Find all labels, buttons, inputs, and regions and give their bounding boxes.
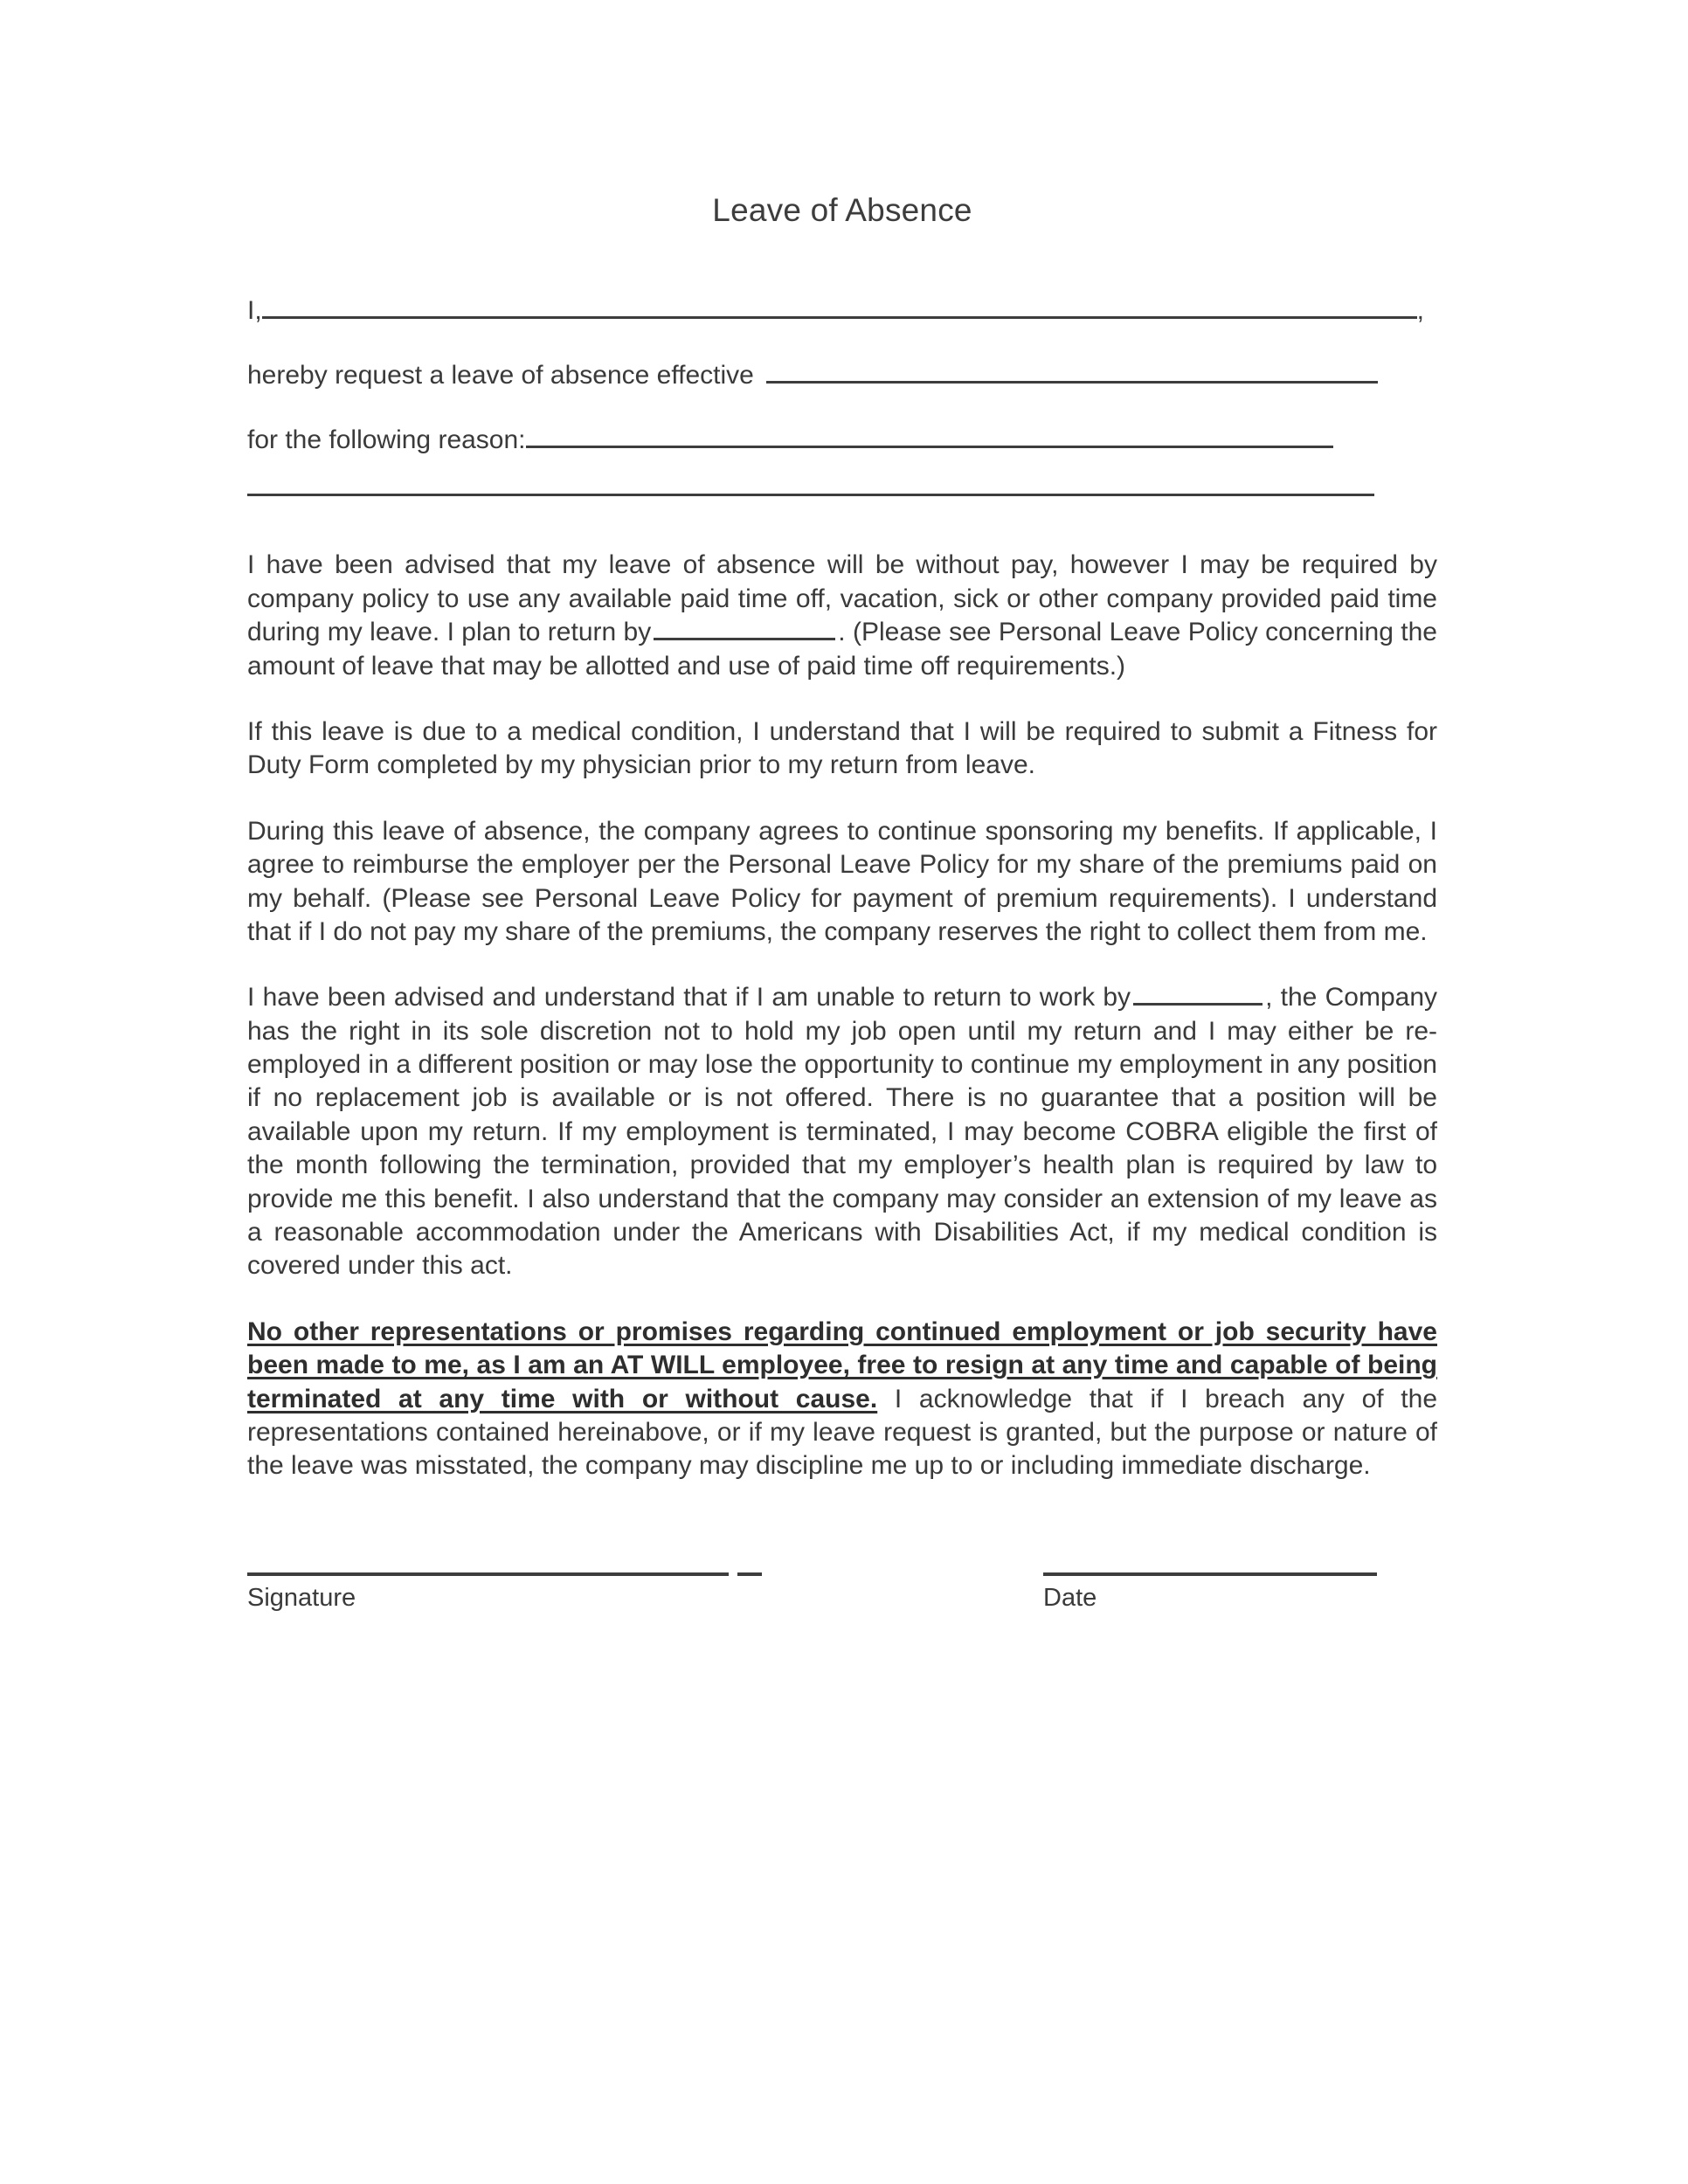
employee-name-input[interactable] (262, 316, 1417, 319)
at-will-emphasis-text: No other representations or promises regarding continued employment or job security have been made to me, as I am an AT WILL employee, free to resign at any time and capable of being terminated at any time with or without cause. (247, 1317, 1437, 1413)
paragraph-return-to-work-text-a: I have been advised and understand that if I am unable to return to work by (247, 983, 1131, 1013)
date-label: Date (1043, 1583, 1097, 1612)
paragraph-at-will (247, 1316, 1437, 1483)
paragraph-leave-without-pay-text-a: I have been advised that my leave of absence will be without pay, however I may be required by company policy to use any available paid time off, vacation, sick or other company provided paid time during my leave. I plan to return by (247, 550, 1437, 647)
paragraph-return-to-work-text-b: , the Company has the right in its sole discretion not to hold my job open until my return and I may either be re-employed in a different position or may lose the opportunity to continue my employment in any position if no replacement job is available or is not offered. There is no guarantee that a position will be available upon my return. If my employment is terminated, I may become COBRA eligible the first of the month following the termination, provided that my employer’s health plan is required by law to provide me this benefit. I also understand that the company may consider an extension of my leave as a reasonable accommodation under the Americans with Disabilities Act, if my medical condition is covered under this act. (247, 983, 1437, 1281)
employee-name-prefix-label: I, (247, 296, 262, 326)
effective-date-label: hereby request a leave of absence effective (247, 361, 754, 390)
document-body (247, 549, 1437, 1482)
fill-in-form-block (247, 298, 1437, 496)
reason-line (247, 427, 1437, 453)
at-will-remaining-text: I acknowledge that if I breach any of the representations contained hereinabove, or if my leave request is granted, but the purpose or nature of the leave was misstated, the company may discipline me up to or including immediate discharge. (247, 1384, 1438, 1481)
return-date-input[interactable] (654, 622, 835, 640)
date-input[interactable] (1043, 1572, 1377, 1576)
paragraph-benefits: During this leave of absence, the company agrees to continue sponsoring my benefits. If applicable, I agree to reimburse the employer per the Personal Leave Policy for my share of the premiums paid on my behalf. (Please see Personal Leave Policy for payment of premium requirements). I understand that if I do not pay my share of the premiums, the company reserves the right to collect them from me. (247, 816, 1437, 946)
page-title: Leave of Absence (712, 192, 972, 228)
unable-to-return-date-input[interactable] (1133, 987, 1263, 1006)
reason-continuation-input[interactable] (247, 494, 1374, 496)
paragraph-leave-without-pay (247, 549, 1437, 683)
reason-input[interactable] (526, 446, 1333, 448)
employee-name-suffix-label: , (1416, 296, 1425, 326)
employee-name-line (247, 298, 1437, 324)
effective-date-input[interactable] (766, 381, 1378, 384)
paragraph-leave-without-pay-text-b: . (Please see Personal Leave Policy concerning the amount of leave that may be allotted and use of paid time off requirements.) (247, 618, 1437, 681)
paragraph-medical-condition: If this leave is due to a medical condition, I understand that I will be required to submit a Fitness for Duty Form completed by my physician prior to my return from leave. (247, 716, 1437, 780)
paragraph-return-to-work (247, 981, 1437, 1283)
effective-date-line (247, 363, 1437, 389)
signature-block (247, 1552, 1437, 1656)
signature-label: Signature (247, 1583, 356, 1612)
reason-label: for the following reason: (247, 425, 526, 455)
signature-input[interactable] (247, 1572, 729, 1576)
document-content (247, 0, 1437, 1656)
signature-line-dash (737, 1572, 762, 1576)
